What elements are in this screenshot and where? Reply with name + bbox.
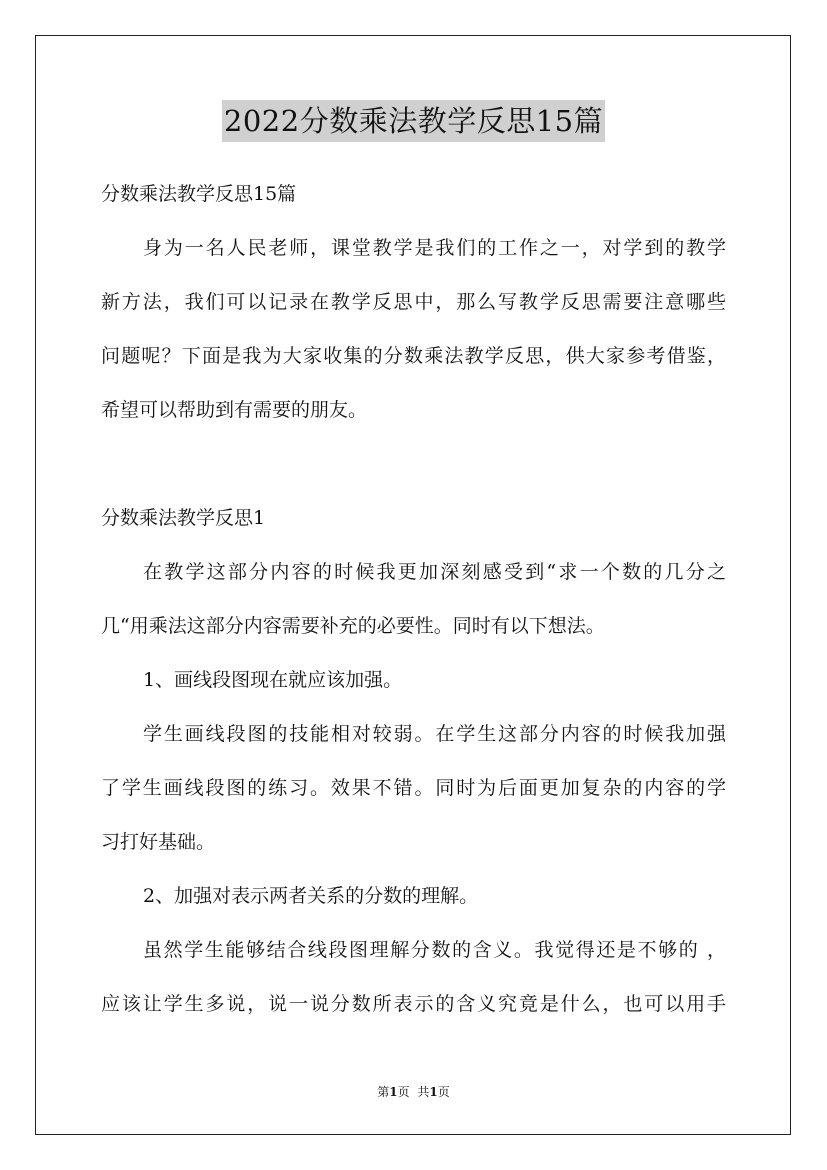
section-line-4: 学生画线段图的技能相对较弱。在学生这部分内容的时候我加强 [143, 723, 726, 745]
section-line-5: 了学生画线段图的练习。效果不错。同时为后面更加复杂的内容的学 [101, 777, 726, 799]
footer-total-prefix: 共 [417, 1085, 430, 1099]
title-wrap [0, 100, 827, 142]
intro-line-2: 新方法，我们可以记录在教学反思中，那么写教学反思需要注意哪些 [101, 291, 726, 313]
footer-page-prefix: 第 [377, 1085, 390, 1099]
section-line-9: 应该让学生多说，说一说分数所表示的含义究竟是什么，也可以用手 [101, 993, 726, 1015]
section-line-6: 习打好基础。 [101, 831, 216, 853]
section-line-1: 在教学这部分内容的时候我更加深刻感受到“求一个数的几分之 [143, 561, 726, 583]
section-line-3: 1、画线段图现在就应该加强。 [143, 669, 403, 691]
page-footer [0, 1084, 827, 1100]
footer-total-number: 1 [429, 1085, 438, 1099]
document-subtitle: 分数乘法教学反思15篇 [101, 183, 297, 205]
section-line-7: 2、加强对表示两者关系的分数的理解。 [143, 885, 479, 907]
intro-line-3: 问题呢？下面是我为大家收集的分数乘法教学反思，供大家参考借鉴， [101, 345, 726, 367]
intro-line-4: 希望可以帮助到有需要的朋友。 [101, 399, 368, 421]
section-heading: 分数乘法教学反思1 [101, 507, 266, 529]
footer-page-suffix: 页 [397, 1085, 410, 1099]
intro-line-1: 身为一名人民老师，课堂教学是我们的工作之一，对学到的教学 [143, 237, 726, 259]
section-line-8: 虽然学生能够结合线段图理解分数的含义。我觉得还是不够的 ， [143, 939, 726, 961]
footer-total-suffix: 页 [437, 1085, 450, 1099]
footer-page-number: 1 [389, 1085, 398, 1099]
document-title: 2022分数乘法教学反思15篇 [222, 100, 605, 142]
section-line-2: 几“用乘法这部分内容需要补充的必要性。同时有以下想法。 [101, 615, 605, 637]
